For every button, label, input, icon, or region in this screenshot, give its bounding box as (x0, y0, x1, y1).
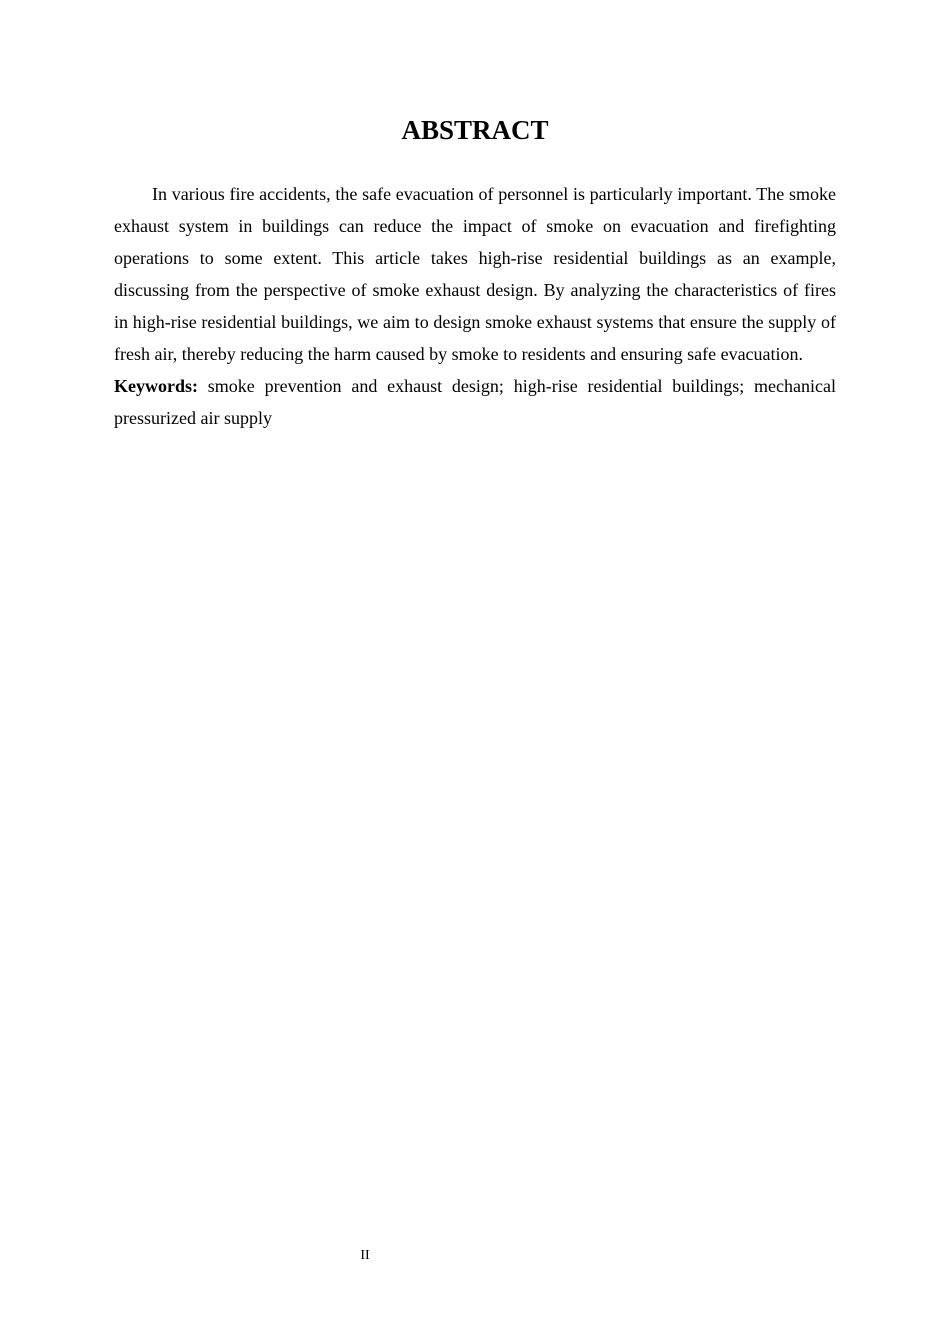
keywords-text: smoke prevention and exhaust design; high-rise residential buildings; mechanical pressurized air supply (114, 376, 836, 428)
abstract-body (114, 178, 836, 434)
keywords-label: Keywords: (114, 376, 198, 396)
page-number: II (360, 1248, 370, 1263)
page-title: ABSTRACT (401, 115, 549, 145)
abstract-paragraph: In various fire accidents, the safe evacuation of personnel is particularly important. The smoke exhaust system in buildings can reduce the impact of smoke on evacuation and firefighting operations to some extent. This article takes high-rise residential buildings as an example, discussing from the perspective of smoke exhaust design. By analyzing the characteristics of fires in high-rise residential buildings, we aim to design smoke exhaust systems that ensure the supply of fresh air, thereby reducing the harm caused by smoke to residents and ensuring safe evacuation. (114, 184, 836, 364)
keywords-paragraph (114, 370, 836, 434)
